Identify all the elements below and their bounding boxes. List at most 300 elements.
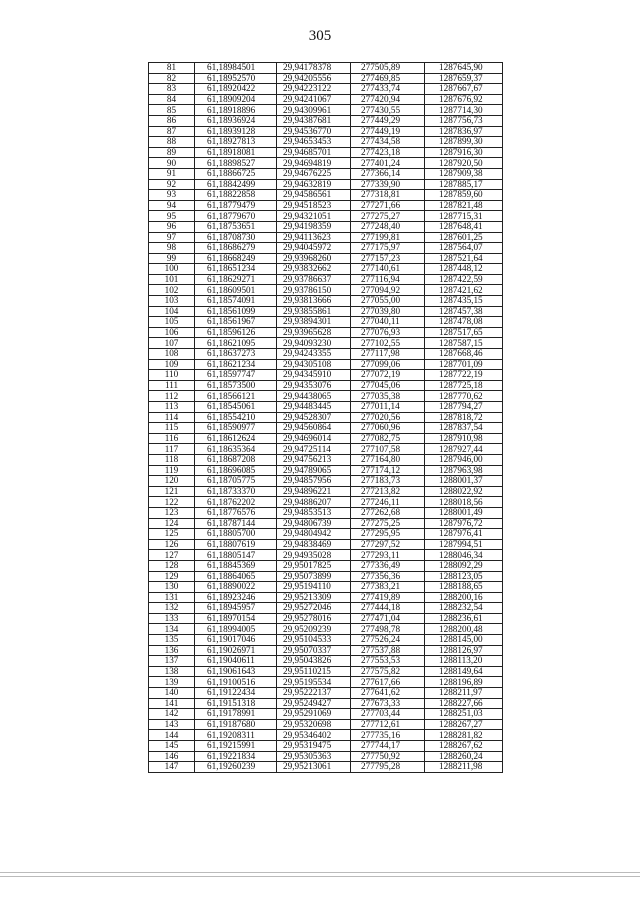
- latitude-cell: 61,18779479: [195, 200, 277, 211]
- table-row: [149, 115, 503, 126]
- longitude-cell: 29,94223122: [277, 84, 351, 95]
- latitude-cell: 61,18762202: [195, 497, 277, 508]
- y-coordinate-cell: 1287909,38: [425, 168, 503, 179]
- latitude-cell: 61,18822858: [195, 190, 277, 201]
- point-number: 119: [149, 465, 195, 476]
- latitude-cell: 61,18668249: [195, 253, 277, 264]
- x-coordinate-cell: 277183,73: [351, 476, 425, 487]
- table-row: [149, 709, 503, 720]
- table-row: [149, 73, 503, 84]
- y-coordinate-cell: 1287564,07: [425, 243, 503, 254]
- point-number: 143: [149, 719, 195, 730]
- y-coordinate-cell: 1287517,65: [425, 327, 503, 338]
- x-coordinate-cell: 277011,14: [351, 402, 425, 413]
- point-number: 115: [149, 423, 195, 434]
- table-row: [149, 656, 503, 667]
- latitude-cell: 61,18687208: [195, 454, 277, 465]
- x-coordinate-cell: 277082,75: [351, 433, 425, 444]
- table-row: [149, 454, 503, 465]
- latitude-cell: 61,19040611: [195, 656, 277, 667]
- latitude-cell: 61,18805700: [195, 529, 277, 540]
- point-number: 142: [149, 709, 195, 720]
- table-row: [149, 571, 503, 582]
- point-number: 110: [149, 370, 195, 381]
- longitude-cell: 29,94198359: [277, 221, 351, 232]
- latitude-cell: 61,18753651: [195, 221, 277, 232]
- longitude-cell: 29,94093230: [277, 338, 351, 349]
- y-coordinate-cell: 1288113,20: [425, 656, 503, 667]
- point-number: 100: [149, 264, 195, 275]
- longitude-cell: 29,95073899: [277, 571, 351, 582]
- point-number: 120: [149, 476, 195, 487]
- x-coordinate-cell: 277072,19: [351, 370, 425, 381]
- longitude-cell: 29,94205556: [277, 73, 351, 84]
- y-coordinate-cell: 1288211,98: [425, 762, 503, 773]
- x-coordinate-cell: 277553,53: [351, 656, 425, 667]
- point-number: 127: [149, 550, 195, 561]
- y-coordinate-cell: 1288018,56: [425, 497, 503, 508]
- x-coordinate-cell: 277199,81: [351, 232, 425, 243]
- point-number: 93: [149, 190, 195, 201]
- latitude-cell: 61,18779670: [195, 211, 277, 222]
- latitude-cell: 61,18909204: [195, 94, 277, 105]
- latitude-cell: 61,18842499: [195, 179, 277, 190]
- point-number: 126: [149, 539, 195, 550]
- point-number: 88: [149, 137, 195, 148]
- point-number: 104: [149, 306, 195, 317]
- latitude-cell: 61,19208311: [195, 730, 277, 741]
- x-coordinate-cell: 277164,80: [351, 454, 425, 465]
- longitude-cell: 29,94838469: [277, 539, 351, 550]
- x-coordinate-cell: 277673,33: [351, 698, 425, 709]
- longitude-cell: 29,94241067: [277, 94, 351, 105]
- y-coordinate-cell: 1287648,41: [425, 221, 503, 232]
- longitude-cell: 29,94305108: [277, 359, 351, 370]
- y-coordinate-cell: 1287794,27: [425, 402, 503, 413]
- latitude-cell: 61,18612624: [195, 433, 277, 444]
- x-coordinate-cell: 277339,90: [351, 179, 425, 190]
- y-coordinate-cell: 1288236,61: [425, 613, 503, 624]
- y-coordinate-cell: 1288123,05: [425, 571, 503, 582]
- x-coordinate-cell: 277419,89: [351, 592, 425, 603]
- y-coordinate-cell: 1287946,00: [425, 454, 503, 465]
- x-coordinate-cell: 277420,94: [351, 94, 425, 105]
- y-coordinate-cell: 1287701,09: [425, 359, 503, 370]
- x-coordinate-cell: 277076,93: [351, 327, 425, 338]
- longitude-cell: 29,93855861: [277, 306, 351, 317]
- longitude-cell: 29,95319475: [277, 741, 351, 752]
- longitude-cell: 29,94483445: [277, 402, 351, 413]
- y-coordinate-cell: 1287725,18: [425, 380, 503, 391]
- x-coordinate-cell: 277107,58: [351, 444, 425, 455]
- table-row: [149, 94, 503, 105]
- y-coordinate-cell: 1287963,98: [425, 465, 503, 476]
- latitude-cell: 61,18984501: [195, 63, 277, 74]
- table-row: [149, 105, 503, 116]
- table-row: [149, 688, 503, 699]
- y-coordinate-cell: 1288188,65: [425, 582, 503, 593]
- y-coordinate-cell: 1287885,17: [425, 179, 503, 190]
- latitude-cell: 61,18686279: [195, 243, 277, 254]
- point-number: 95: [149, 211, 195, 222]
- longitude-cell: 29,94353076: [277, 380, 351, 391]
- longitude-cell: 29,94345910: [277, 370, 351, 381]
- table-row: [149, 391, 503, 402]
- x-coordinate-cell: 277526,24: [351, 635, 425, 646]
- latitude-cell: 61,18927813: [195, 137, 277, 148]
- latitude-cell: 61,18952570: [195, 73, 277, 84]
- point-number: 140: [149, 688, 195, 699]
- y-coordinate-cell: 1287836,97: [425, 126, 503, 137]
- table-row: [149, 274, 503, 285]
- latitude-cell: 61,18776576: [195, 507, 277, 518]
- table-row: [149, 211, 503, 222]
- point-number: 99: [149, 253, 195, 264]
- point-number: 84: [149, 94, 195, 105]
- x-coordinate-cell: 277275,27: [351, 211, 425, 222]
- x-coordinate-cell: 277537,88: [351, 645, 425, 656]
- x-coordinate-cell: 277735,16: [351, 730, 425, 741]
- point-number: 83: [149, 84, 195, 95]
- y-coordinate-cell: 1287916,30: [425, 147, 503, 158]
- x-coordinate-cell: 277094,92: [351, 285, 425, 296]
- longitude-cell: 29,94806739: [277, 518, 351, 529]
- point-number: 139: [149, 677, 195, 688]
- table-row: [149, 264, 503, 275]
- longitude-cell: 29,95272046: [277, 603, 351, 614]
- longitude-cell: 29,95346402: [277, 730, 351, 741]
- page-number: 305: [308, 28, 332, 44]
- y-coordinate-cell: 1287668,46: [425, 349, 503, 360]
- point-number: 96: [149, 221, 195, 232]
- footer-rule: [0, 872, 640, 873]
- table-row: [149, 719, 503, 730]
- point-number: 123: [149, 507, 195, 518]
- longitude-cell: 29,94586561: [277, 190, 351, 201]
- y-coordinate-cell: 1287756,73: [425, 115, 503, 126]
- y-coordinate-cell: 1288232,54: [425, 603, 503, 614]
- table-row: [149, 465, 503, 476]
- point-number: 92: [149, 179, 195, 190]
- x-coordinate-cell: 277297,52: [351, 539, 425, 550]
- x-coordinate-cell: 277055,00: [351, 296, 425, 307]
- longitude-cell: 29,95213309: [277, 592, 351, 603]
- y-coordinate-cell: 1287478,08: [425, 317, 503, 328]
- latitude-cell: 61,18970154: [195, 613, 277, 624]
- x-coordinate-cell: 277040,11: [351, 317, 425, 328]
- y-coordinate-cell: 1287818,72: [425, 412, 503, 423]
- x-coordinate-cell: 277039,80: [351, 306, 425, 317]
- latitude-cell: 61,18807619: [195, 539, 277, 550]
- x-coordinate-cell: 277575,82: [351, 666, 425, 677]
- table-row: [149, 243, 503, 254]
- table-row: [149, 730, 503, 741]
- longitude-cell: 29,94886207: [277, 497, 351, 508]
- point-number: 135: [149, 635, 195, 646]
- point-number: 136: [149, 645, 195, 656]
- y-coordinate-cell: 1287994,51: [425, 539, 503, 550]
- table-row: [149, 380, 503, 391]
- latitude-cell: 61,18621095: [195, 338, 277, 349]
- y-coordinate-cell: 1288092,29: [425, 560, 503, 571]
- longitude-cell: 29,94685701: [277, 147, 351, 158]
- point-number: 146: [149, 751, 195, 762]
- longitude-cell: 29,95249427: [277, 698, 351, 709]
- y-coordinate-cell: 1288267,27: [425, 719, 503, 730]
- point-number: 91: [149, 168, 195, 179]
- x-coordinate-cell: 277505,89: [351, 63, 425, 74]
- x-coordinate-cell: 277246,11: [351, 497, 425, 508]
- y-coordinate-cell: 1288196,89: [425, 677, 503, 688]
- table-row: [149, 476, 503, 487]
- point-number: 133: [149, 613, 195, 624]
- latitude-cell: 61,18705775: [195, 476, 277, 487]
- longitude-cell: 29,94896221: [277, 486, 351, 497]
- x-coordinate-cell: 277449,19: [351, 126, 425, 137]
- table-row: [149, 497, 503, 508]
- y-coordinate-cell: 1287422,59: [425, 274, 503, 285]
- latitude-cell: 61,18866725: [195, 168, 277, 179]
- table-row: [149, 635, 503, 646]
- point-number: 108: [149, 349, 195, 360]
- table-row: [149, 666, 503, 677]
- longitude-cell: 29,94857956: [277, 476, 351, 487]
- longitude-cell: 29,94653453: [277, 137, 351, 148]
- longitude-cell: 29,94309961: [277, 105, 351, 116]
- table-row: [149, 613, 503, 624]
- point-number: 103: [149, 296, 195, 307]
- latitude-cell: 61,18573500: [195, 380, 277, 391]
- y-coordinate-cell: 1287448,12: [425, 264, 503, 275]
- longitude-cell: 29,94804942: [277, 529, 351, 540]
- x-coordinate-cell: 277262,68: [351, 507, 425, 518]
- x-coordinate-cell: 277213,82: [351, 486, 425, 497]
- longitude-cell: 29,95195534: [277, 677, 351, 688]
- y-coordinate-cell: 1288001,49: [425, 507, 503, 518]
- latitude-cell: 61,18597747: [195, 370, 277, 381]
- latitude-cell: 61,19026971: [195, 645, 277, 656]
- latitude-cell: 61,18923246: [195, 592, 277, 603]
- point-number: 111: [149, 380, 195, 391]
- x-coordinate-cell: 277295,95: [351, 529, 425, 540]
- table-row: [149, 698, 503, 709]
- y-coordinate-cell: 1288001,37: [425, 476, 503, 487]
- x-coordinate-cell: 277641,62: [351, 688, 425, 699]
- longitude-cell: 29,94676225: [277, 168, 351, 179]
- x-coordinate-cell: 277248,40: [351, 221, 425, 232]
- table-row: [149, 603, 503, 614]
- longitude-cell: 29,94113623: [277, 232, 351, 243]
- point-number: 137: [149, 656, 195, 667]
- point-number: 81: [149, 63, 195, 74]
- latitude-cell: 61,18787144: [195, 518, 277, 529]
- table-row: [149, 232, 503, 243]
- latitude-cell: 61,18945957: [195, 603, 277, 614]
- table-row: [149, 84, 503, 95]
- table-row: [149, 582, 503, 593]
- latitude-cell: 61,18637273: [195, 349, 277, 360]
- table-row: [149, 529, 503, 540]
- table-row: [149, 402, 503, 413]
- table-row: [149, 645, 503, 656]
- point-number: 122: [149, 497, 195, 508]
- longitude-cell: 29,94789065: [277, 465, 351, 476]
- point-number: 102: [149, 285, 195, 296]
- x-coordinate-cell: 277423,18: [351, 147, 425, 158]
- x-coordinate-cell: 277020,56: [351, 412, 425, 423]
- latitude-cell: 61,18574091: [195, 296, 277, 307]
- y-coordinate-cell: 1287770,62: [425, 391, 503, 402]
- y-coordinate-cell: 1288149,64: [425, 666, 503, 677]
- x-coordinate-cell: 277712,61: [351, 719, 425, 730]
- longitude-cell: 29,95043826: [277, 656, 351, 667]
- point-number: 89: [149, 147, 195, 158]
- point-number: 101: [149, 274, 195, 285]
- table-row: [149, 126, 503, 137]
- coordinates-table-body: [149, 63, 503, 773]
- y-coordinate-cell: 1287659,37: [425, 73, 503, 84]
- y-coordinate-cell: 1288281,82: [425, 730, 503, 741]
- table-row: [149, 762, 503, 773]
- table-row: [149, 486, 503, 497]
- point-number: 112: [149, 391, 195, 402]
- point-number: 131: [149, 592, 195, 603]
- y-coordinate-cell: 1288251,03: [425, 709, 503, 720]
- y-coordinate-cell: 1287722,19: [425, 370, 503, 381]
- longitude-cell: 29,94694819: [277, 158, 351, 169]
- y-coordinate-cell: 1287714,30: [425, 105, 503, 116]
- table-row: [149, 349, 503, 360]
- longitude-cell: 29,94518523: [277, 200, 351, 211]
- point-number: 125: [149, 529, 195, 540]
- y-coordinate-cell: 1288145,00: [425, 635, 503, 646]
- y-coordinate-cell: 1288227,66: [425, 698, 503, 709]
- point-number: 129: [149, 571, 195, 582]
- x-coordinate-cell: 277366,14: [351, 168, 425, 179]
- table-row: [149, 338, 503, 349]
- table-row: [149, 412, 503, 423]
- latitude-cell: 61,19100516: [195, 677, 277, 688]
- table-row: [149, 433, 503, 444]
- longitude-cell: 29,94696014: [277, 433, 351, 444]
- y-coordinate-cell: 1287976,72: [425, 518, 503, 529]
- table-row: [149, 168, 503, 179]
- x-coordinate-cell: 277383,21: [351, 582, 425, 593]
- longitude-cell: 29,95209239: [277, 624, 351, 635]
- x-coordinate-cell: 277045,06: [351, 380, 425, 391]
- y-coordinate-cell: 1288200,16: [425, 592, 503, 603]
- latitude-cell: 61,18545061: [195, 402, 277, 413]
- longitude-cell: 29,94387681: [277, 115, 351, 126]
- latitude-cell: 61,18864065: [195, 571, 277, 582]
- table-row: [149, 63, 503, 74]
- x-coordinate-cell: 277795,28: [351, 762, 425, 773]
- x-coordinate-cell: 277035,38: [351, 391, 425, 402]
- table-row: [149, 741, 503, 752]
- latitude-cell: 61,18590977: [195, 423, 277, 434]
- y-coordinate-cell: 1288022,92: [425, 486, 503, 497]
- y-coordinate-cell: 1287645,90: [425, 63, 503, 74]
- table-row: [149, 285, 503, 296]
- point-number: 118: [149, 454, 195, 465]
- latitude-cell: 61,18936924: [195, 115, 277, 126]
- table-row: [149, 190, 503, 201]
- longitude-cell: 29,94935028: [277, 550, 351, 561]
- y-coordinate-cell: 1287715,31: [425, 211, 503, 222]
- latitude-cell: 61,19221834: [195, 751, 277, 762]
- latitude-cell: 61,18708730: [195, 232, 277, 243]
- y-coordinate-cell: 1287587,15: [425, 338, 503, 349]
- latitude-cell: 61,18561099: [195, 306, 277, 317]
- point-number: 132: [149, 603, 195, 614]
- longitude-cell: 29,95194110: [277, 582, 351, 593]
- latitude-cell: 61,18733370: [195, 486, 277, 497]
- longitude-cell: 29,94243355: [277, 349, 351, 360]
- longitude-cell: 29,95320698: [277, 719, 351, 730]
- point-number: 107: [149, 338, 195, 349]
- point-number: 116: [149, 433, 195, 444]
- point-number: 82: [149, 73, 195, 84]
- x-coordinate-cell: 277356,36: [351, 571, 425, 582]
- longitude-cell: 29,93968260: [277, 253, 351, 264]
- x-coordinate-cell: 277174,12: [351, 465, 425, 476]
- longitude-cell: 29,94756213: [277, 454, 351, 465]
- point-number: 109: [149, 359, 195, 370]
- point-number: 98: [149, 243, 195, 254]
- x-coordinate-cell: 277293,11: [351, 550, 425, 561]
- table-row: [149, 444, 503, 455]
- point-number: 94: [149, 200, 195, 211]
- x-coordinate-cell: 277318,81: [351, 190, 425, 201]
- table-row: [149, 370, 503, 381]
- longitude-cell: 29,93786150: [277, 285, 351, 296]
- latitude-cell: 61,19061643: [195, 666, 277, 677]
- x-coordinate-cell: 277433,74: [351, 84, 425, 95]
- point-number: 87: [149, 126, 195, 137]
- longitude-cell: 29,94321051: [277, 211, 351, 222]
- table-row: [149, 539, 503, 550]
- table-row: [149, 423, 503, 434]
- x-coordinate-cell: 277140,61: [351, 264, 425, 275]
- longitude-cell: 29,94528307: [277, 412, 351, 423]
- x-coordinate-cell: 277117,98: [351, 349, 425, 360]
- latitude-cell: 61,18561967: [195, 317, 277, 328]
- y-coordinate-cell: 1287601,25: [425, 232, 503, 243]
- longitude-cell: 29,93832662: [277, 264, 351, 275]
- y-coordinate-cell: 1287667,67: [425, 84, 503, 95]
- table-row: [149, 592, 503, 603]
- longitude-cell: 29,93965628: [277, 327, 351, 338]
- latitude-cell: 61,19017046: [195, 635, 277, 646]
- point-number: 90: [149, 158, 195, 169]
- x-coordinate-cell: 277401,24: [351, 158, 425, 169]
- table-row: [149, 179, 503, 190]
- point-number: 130: [149, 582, 195, 593]
- longitude-cell: 29,94438065: [277, 391, 351, 402]
- longitude-cell: 29,93894301: [277, 317, 351, 328]
- table-row: [149, 507, 503, 518]
- latitude-cell: 61,18918896: [195, 105, 277, 116]
- y-coordinate-cell: 1287435,15: [425, 296, 503, 307]
- point-number: 114: [149, 412, 195, 423]
- latitude-cell: 61,18845369: [195, 560, 277, 571]
- table-row: [149, 147, 503, 158]
- y-coordinate-cell: 1288211,97: [425, 688, 503, 699]
- longitude-cell: 29,93813666: [277, 296, 351, 307]
- point-number: 138: [149, 666, 195, 677]
- latitude-cell: 61,19151318: [195, 698, 277, 709]
- latitude-cell: 61,18651234: [195, 264, 277, 275]
